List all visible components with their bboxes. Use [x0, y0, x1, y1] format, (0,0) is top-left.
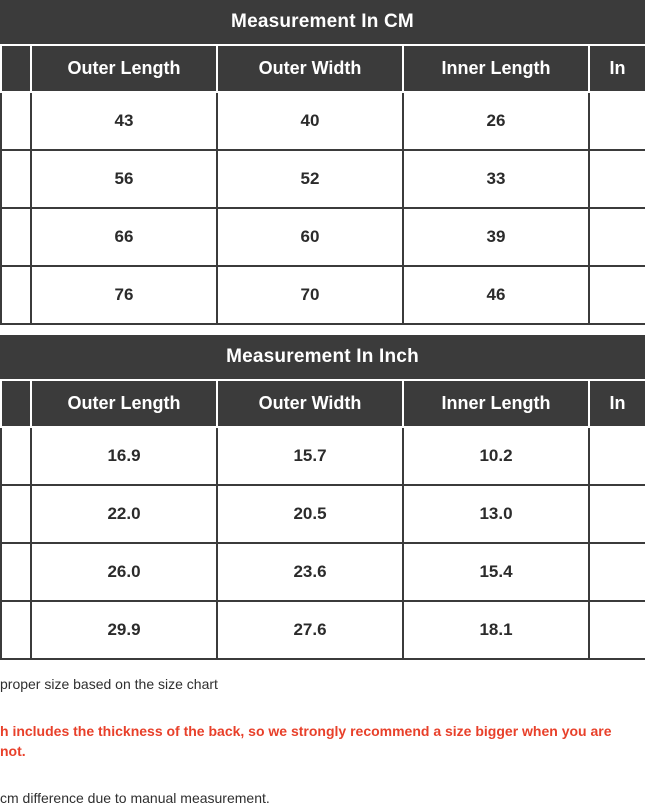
cell-inner-length: 15.4	[403, 543, 589, 601]
cell-outer-length: 29.9	[31, 601, 217, 659]
size-table-inch	[0, 381, 645, 660]
cell-inner-length: 10.2	[403, 427, 589, 485]
cell-inner-length: 46	[403, 266, 589, 324]
cell-outer-length: 43	[31, 92, 217, 150]
cell-outer-length: 76	[31, 266, 217, 324]
cell-inner-length: 18.1	[403, 601, 589, 659]
cell-size	[1, 266, 31, 324]
cell-outer-width: 40	[217, 92, 403, 150]
column-header-size	[1, 46, 31, 92]
cell-inner-width	[589, 601, 645, 659]
column-header-outer-width: Outer Width	[217, 381, 403, 427]
note-warning	[0, 721, 645, 762]
cell-outer-length: 22.0	[31, 485, 217, 543]
cell-inner-width	[589, 543, 645, 601]
column-header-inner-width: In	[589, 46, 645, 92]
table-title-cm: Measurement In CM	[0, 0, 645, 46]
table-row	[1, 543, 645, 601]
cell-inner-length: 39	[403, 208, 589, 266]
cell-inner-width	[589, 427, 645, 485]
column-header-outer-width: Outer Width	[217, 46, 403, 92]
column-header-inner-length: Inner Length	[403, 381, 589, 427]
cell-inner-length: 13.0	[403, 485, 589, 543]
column-header-size	[1, 381, 31, 427]
cell-outer-length: 56	[31, 150, 217, 208]
cell-size	[1, 427, 31, 485]
cell-outer-width: 23.6	[217, 543, 403, 601]
cell-inner-width	[589, 208, 645, 266]
cell-inner-width	[589, 150, 645, 208]
size-table-cm	[0, 46, 645, 325]
cell-outer-width: 52	[217, 150, 403, 208]
cell-size	[1, 543, 31, 601]
cell-outer-width: 20.5	[217, 485, 403, 543]
table-row	[1, 427, 645, 485]
table-row	[1, 92, 645, 150]
note-warning-line1: h includes the thickness of the back, so we strongly recommend a size bigger when you are	[0, 723, 612, 739]
cell-outer-width: 60	[217, 208, 403, 266]
cell-size	[1, 92, 31, 150]
column-header-outer-length: Outer Length	[31, 46, 217, 92]
cell-outer-length: 66	[31, 208, 217, 266]
measurement-cm-block	[0, 0, 645, 325]
cell-size	[1, 150, 31, 208]
cell-size	[1, 601, 31, 659]
note-warning-line2: not.	[0, 743, 26, 760]
table-header-row	[1, 381, 645, 427]
measurement-inch-block	[0, 335, 645, 660]
table-header-row	[1, 46, 645, 92]
cell-inner-width	[589, 92, 645, 150]
cell-inner-length: 33	[403, 150, 589, 208]
note-size-chart: proper size based on the size chart	[0, 676, 218, 692]
notes-section	[0, 660, 645, 809]
cell-outer-length: 26.0	[31, 543, 217, 601]
table-row	[1, 485, 645, 543]
cell-size	[1, 208, 31, 266]
cell-outer-width: 27.6	[217, 601, 403, 659]
cell-size	[1, 485, 31, 543]
table-row	[1, 601, 645, 659]
cell-outer-width: 15.7	[217, 427, 403, 485]
column-header-outer-length: Outer Length	[31, 381, 217, 427]
cell-outer-width: 70	[217, 266, 403, 324]
table-spacer	[0, 325, 645, 335]
cell-inner-width	[589, 485, 645, 543]
cell-outer-length: 16.9	[31, 427, 217, 485]
column-header-inner-length: Inner Length	[403, 46, 589, 92]
cell-inner-width	[589, 266, 645, 324]
table-row	[1, 266, 645, 324]
column-header-inner-width: In	[589, 381, 645, 427]
cell-inner-length: 26	[403, 92, 589, 150]
table-row	[1, 150, 645, 208]
table-row	[1, 208, 645, 266]
note-manual-measurement: cm difference due to manual measurement.	[0, 789, 270, 806]
table-title-inch: Measurement In Inch	[0, 335, 645, 381]
